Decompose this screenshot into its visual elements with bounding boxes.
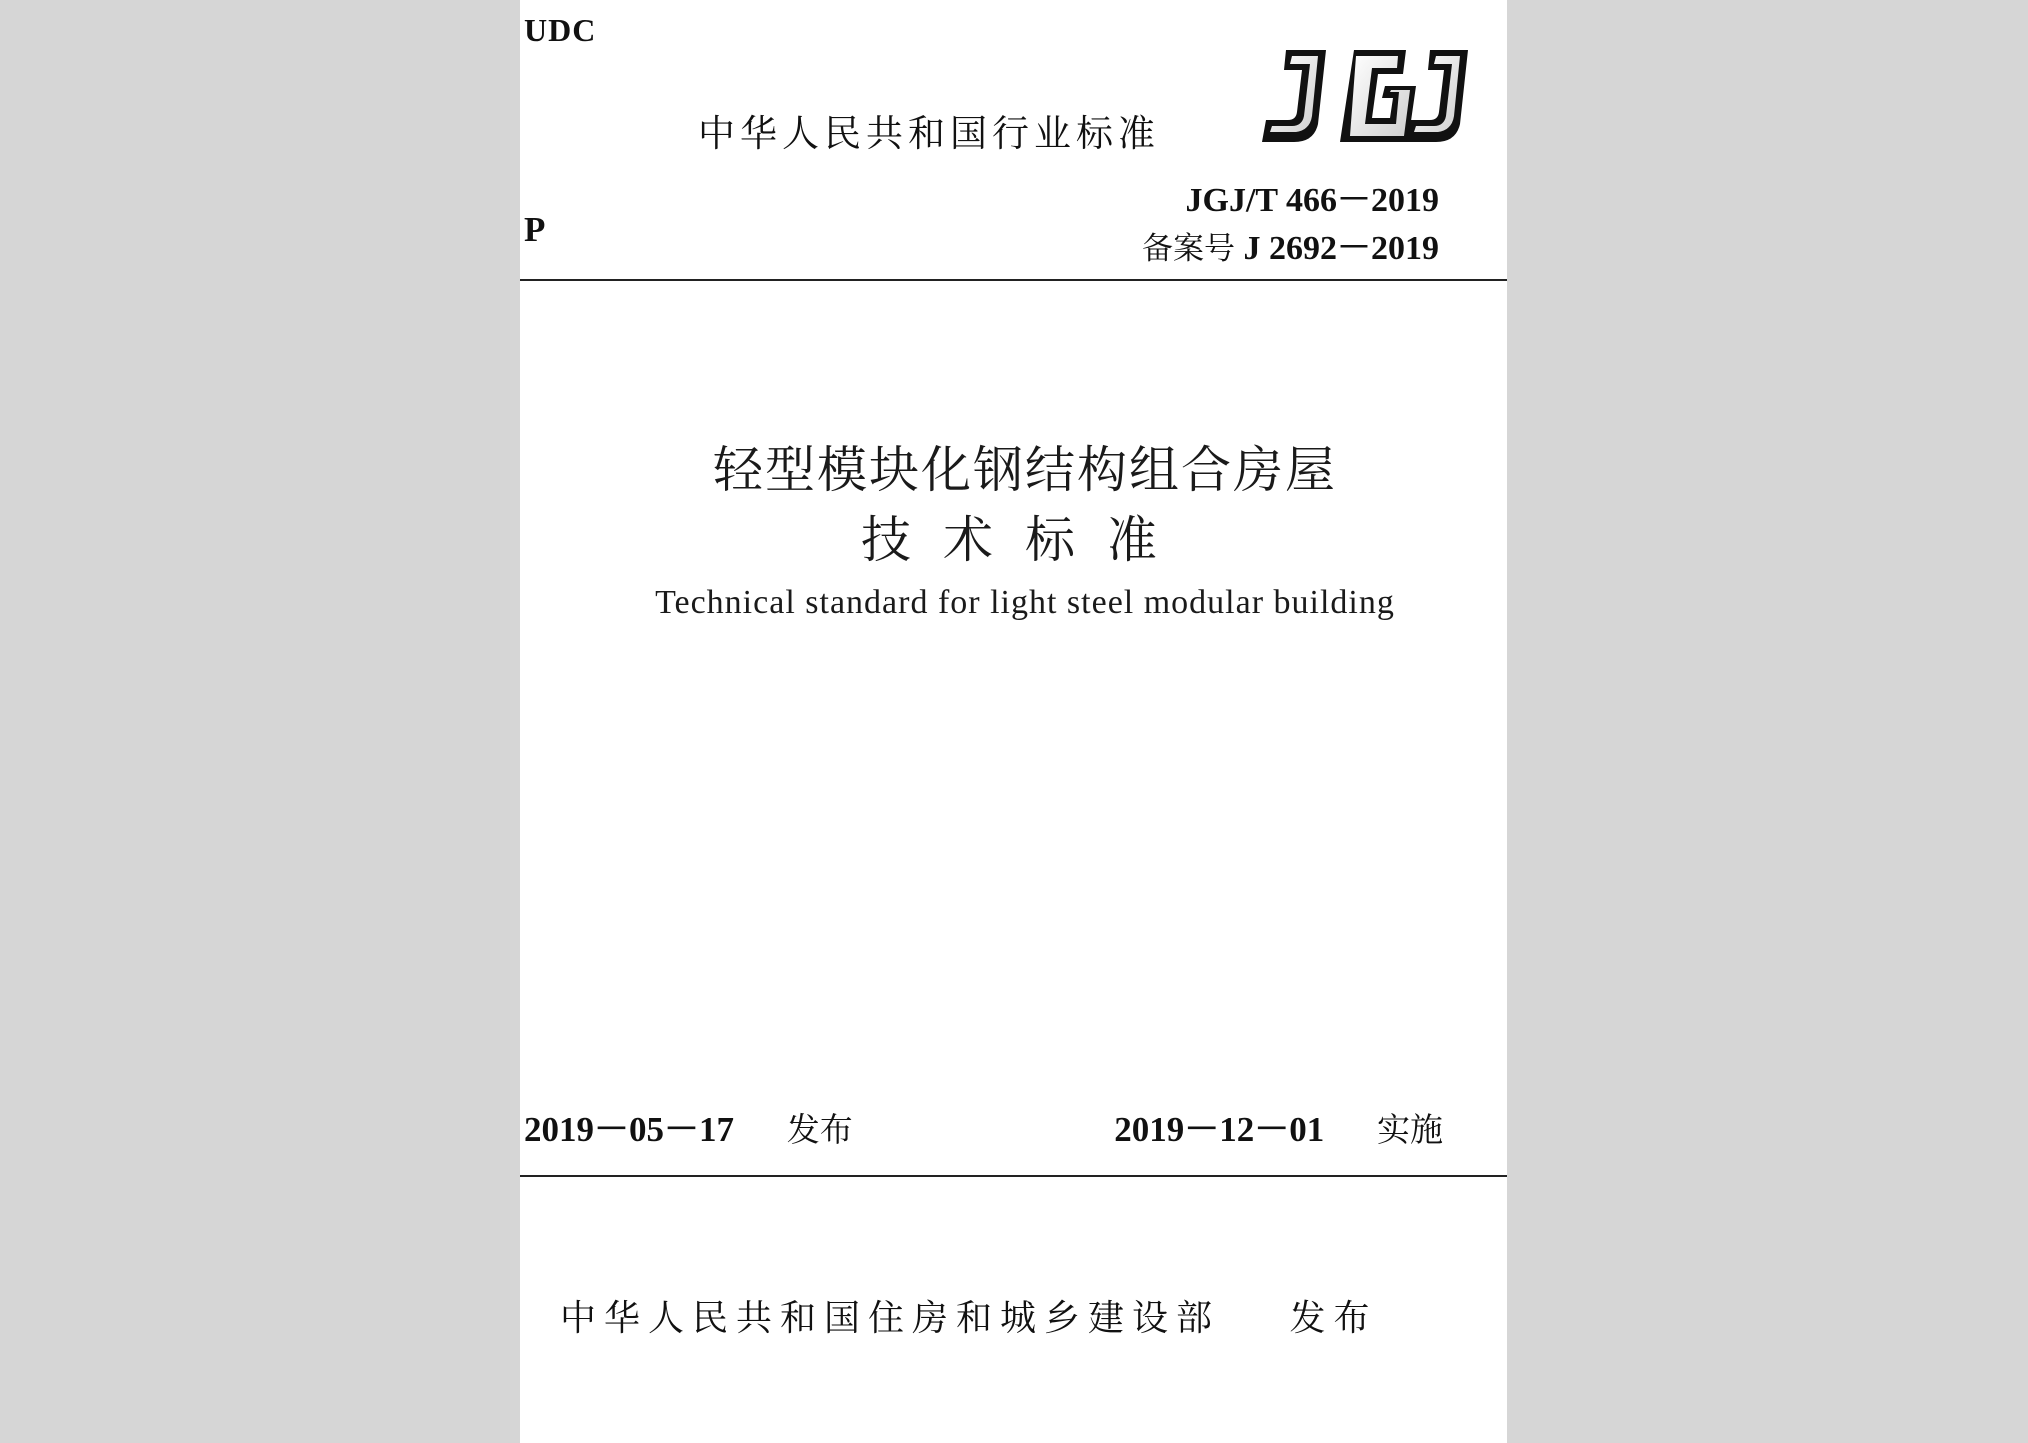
- publisher-name: 中华人民共和国住房和城乡建设部: [560, 1298, 1221, 1339]
- record-number: J 2692－2019: [1243, 230, 1439, 267]
- document-page: [520, 0, 1507, 1443]
- title-chinese-line1: 轻型模块化钢结构组合房屋: [713, 441, 1337, 499]
- top-divider: [520, 279, 1507, 281]
- implementation-label: 实施: [1377, 1110, 1443, 1149]
- publish-label: 发布: [1289, 1298, 1378, 1339]
- issue-date-line: [524, 1102, 853, 1152]
- udc-label: UDC: [524, 12, 597, 48]
- implementation-date: 2019－12－01: [1114, 1110, 1325, 1149]
- title-chinese-line2: 技术标准: [861, 511, 1189, 569]
- classification-code: P: [524, 210, 546, 249]
- issue-date: 2019－05－17: [524, 1110, 735, 1149]
- standard-category: 中华人民共和国行业标准: [698, 112, 1160, 155]
- issue-label: 发布: [786, 1110, 853, 1149]
- bottom-divider: [520, 1175, 1507, 1177]
- publisher-line: [560, 1290, 1377, 1341]
- standard-number: JGJ/T 466－2019: [1185, 182, 1439, 219]
- jgj-logo: [1256, 46, 1470, 146]
- title-english: Technical standard for light steel modular building: [655, 584, 1395, 621]
- record-label: 备案号: [1142, 231, 1235, 267]
- implementation-date-line: [1114, 1102, 1443, 1152]
- record-number-line: [1142, 220, 1439, 269]
